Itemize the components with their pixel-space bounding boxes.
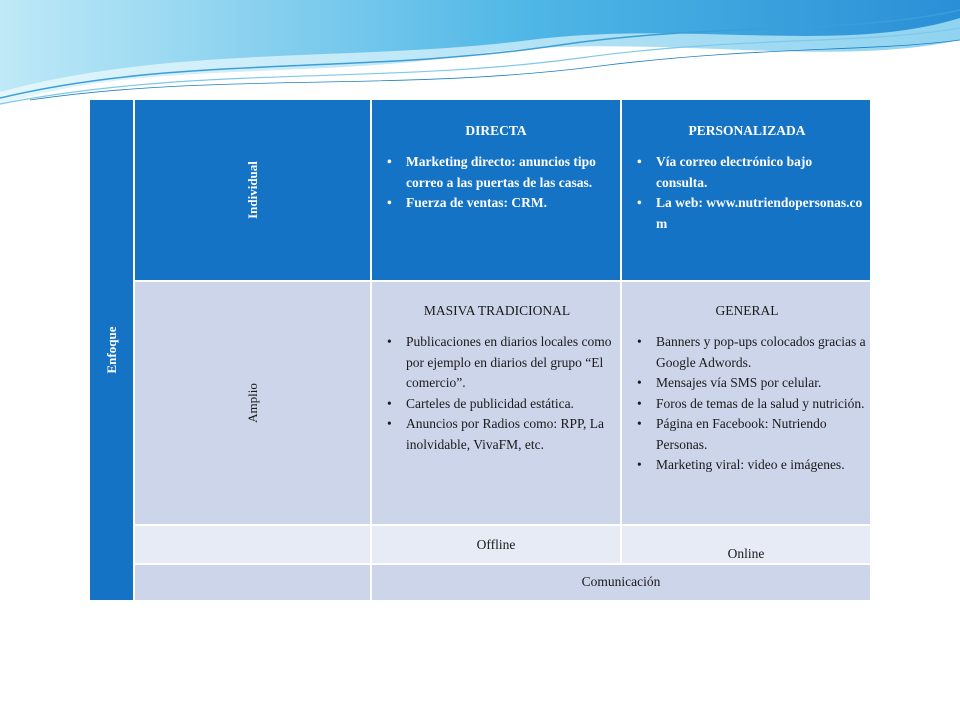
- list-item: • Fuerza de ventas: CRM.: [378, 193, 614, 214]
- enfoque-column: [90, 100, 133, 600]
- cell-general: [622, 282, 870, 524]
- axis-blank-left: [135, 526, 370, 563]
- list-item: • Vía correo electrónico bajo consulta.: [628, 152, 866, 193]
- online-label: Online: [727, 546, 765, 561]
- list-item: • Banners y pop-ups colocados gracias a Google Adwords.: [628, 332, 866, 373]
- list-item: • Marketing directo: anuncios tipo correo a las puertas de las casas.: [378, 152, 614, 193]
- list-item: • Marketing viral: video e imágenes.: [628, 455, 866, 476]
- online-cell: [622, 526, 870, 563]
- amplio-label: Amplio: [244, 383, 260, 423]
- comunicacion-label: Comunicación: [581, 574, 661, 589]
- cell-masiva-tradicional: [372, 282, 620, 524]
- masiva-list: [378, 332, 616, 455]
- general-title: GENERAL: [715, 303, 779, 318]
- list-item: • Publicaciones en diarios locales como por ejemplo en diarios del grupo “El comercio”.: [378, 332, 616, 394]
- comunicacion-blank-left: [135, 565, 370, 600]
- list-item: • Página en Facebook: Nutriendo Personas.: [628, 414, 866, 455]
- offline-label: Offline: [476, 537, 516, 552]
- personalizada-title: PERSONALIZADA: [688, 123, 806, 138]
- list-item: • Mensajes vía SMS por celular.: [628, 373, 866, 394]
- directa-list: [378, 152, 614, 214]
- general-list: [628, 332, 866, 476]
- enfoque-label: Enfoque: [103, 326, 119, 374]
- individual-label: Individual: [244, 161, 260, 219]
- directa-title: DIRECTA: [465, 123, 527, 138]
- row-label-individual: [135, 100, 370, 280]
- offline-cell: [372, 526, 620, 563]
- marketing-matrix-table: [90, 100, 870, 600]
- personalizada-list: [628, 152, 866, 234]
- list-item: • Foros de temas de la salud y nutrición.: [628, 394, 866, 415]
- cell-directa: [372, 100, 620, 280]
- cell-personalizada: [622, 100, 870, 280]
- list-item: • Anuncios por Radios como: RPP, La inolvidable, VivaFM, etc.: [378, 414, 616, 455]
- list-item: • Carteles de publicidad estática.: [378, 394, 616, 415]
- comunicacion-cell: [372, 565, 870, 600]
- list-item: • La web: www.nutriendopersonas.com: [628, 193, 866, 234]
- row-label-amplio: [135, 282, 370, 524]
- masiva-title: MASIVA TRADICIONAL: [423, 303, 571, 318]
